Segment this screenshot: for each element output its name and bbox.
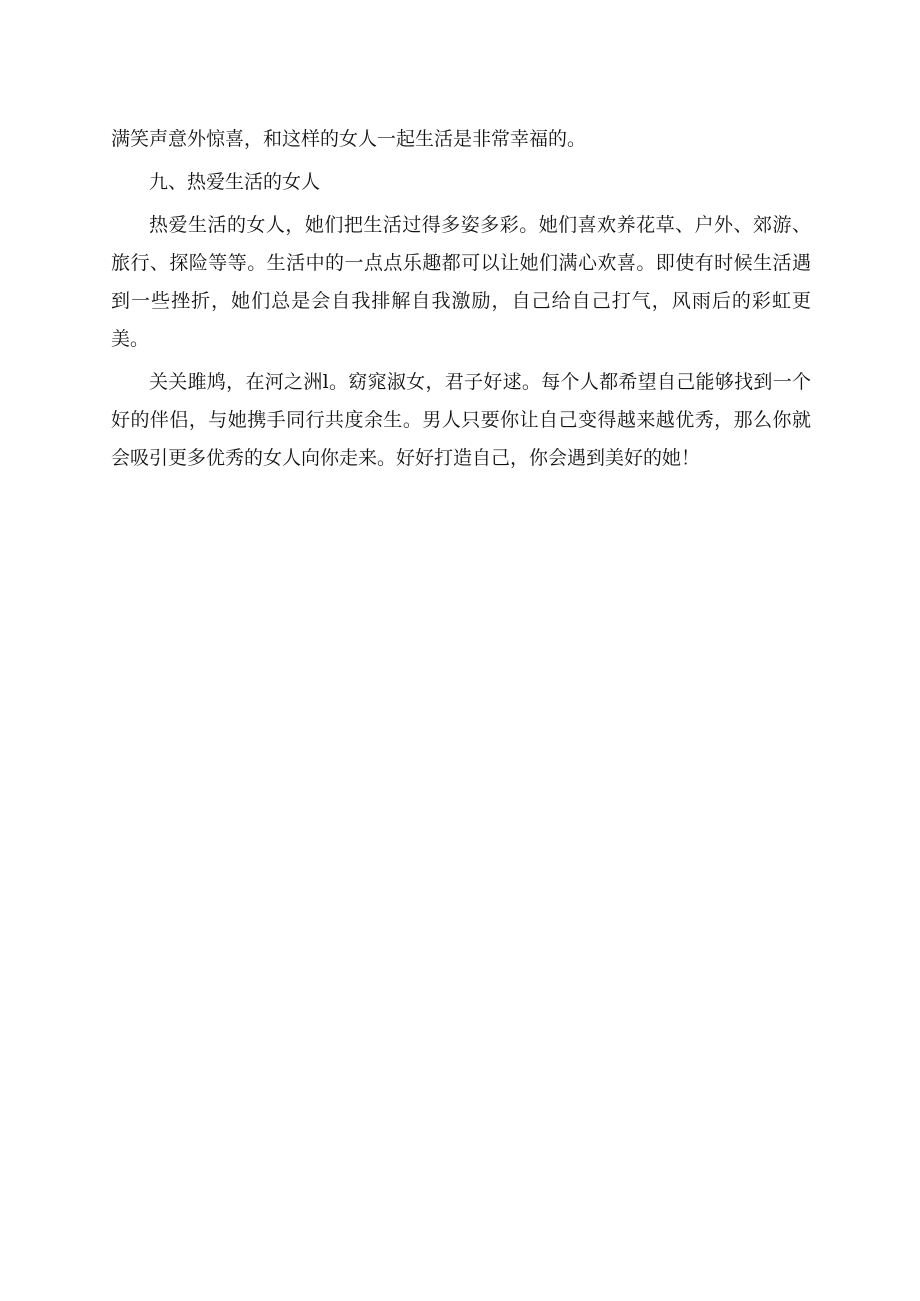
section-heading: 九、热爱生活的女人 bbox=[149, 171, 321, 193]
paragraph-continuation: 满笑声意外惊喜，和这样的女人一起生活是非常幸福的。 bbox=[111, 128, 587, 150]
paragraph-closing: 关关雎鸠，在河之洲l。窈窕淑女，君子好逑。每个人都希望自己能够找到一个好的伴侣，与她携手同行共度余生。男人只要你让自己变得越来越优秀，那么你就会吸引更多优秀的女人向你走来。好好打造自己，你会遇到美好的她！ bbox=[111, 371, 811, 469]
document-body bbox=[111, 120, 811, 477]
paragraph-love-life: 热爱生活的女人，她们把生活过得多姿多彩。她们喜欢养花草、户外、郊游、旅行、探险等等。生活中的一点点乐趣都可以让她们满心欢喜。即使有时候生活遇到一些挫折，她们总是会自我排解自我激励，自己给自己打气，风雨后的彩虹更美。 bbox=[111, 214, 811, 350]
